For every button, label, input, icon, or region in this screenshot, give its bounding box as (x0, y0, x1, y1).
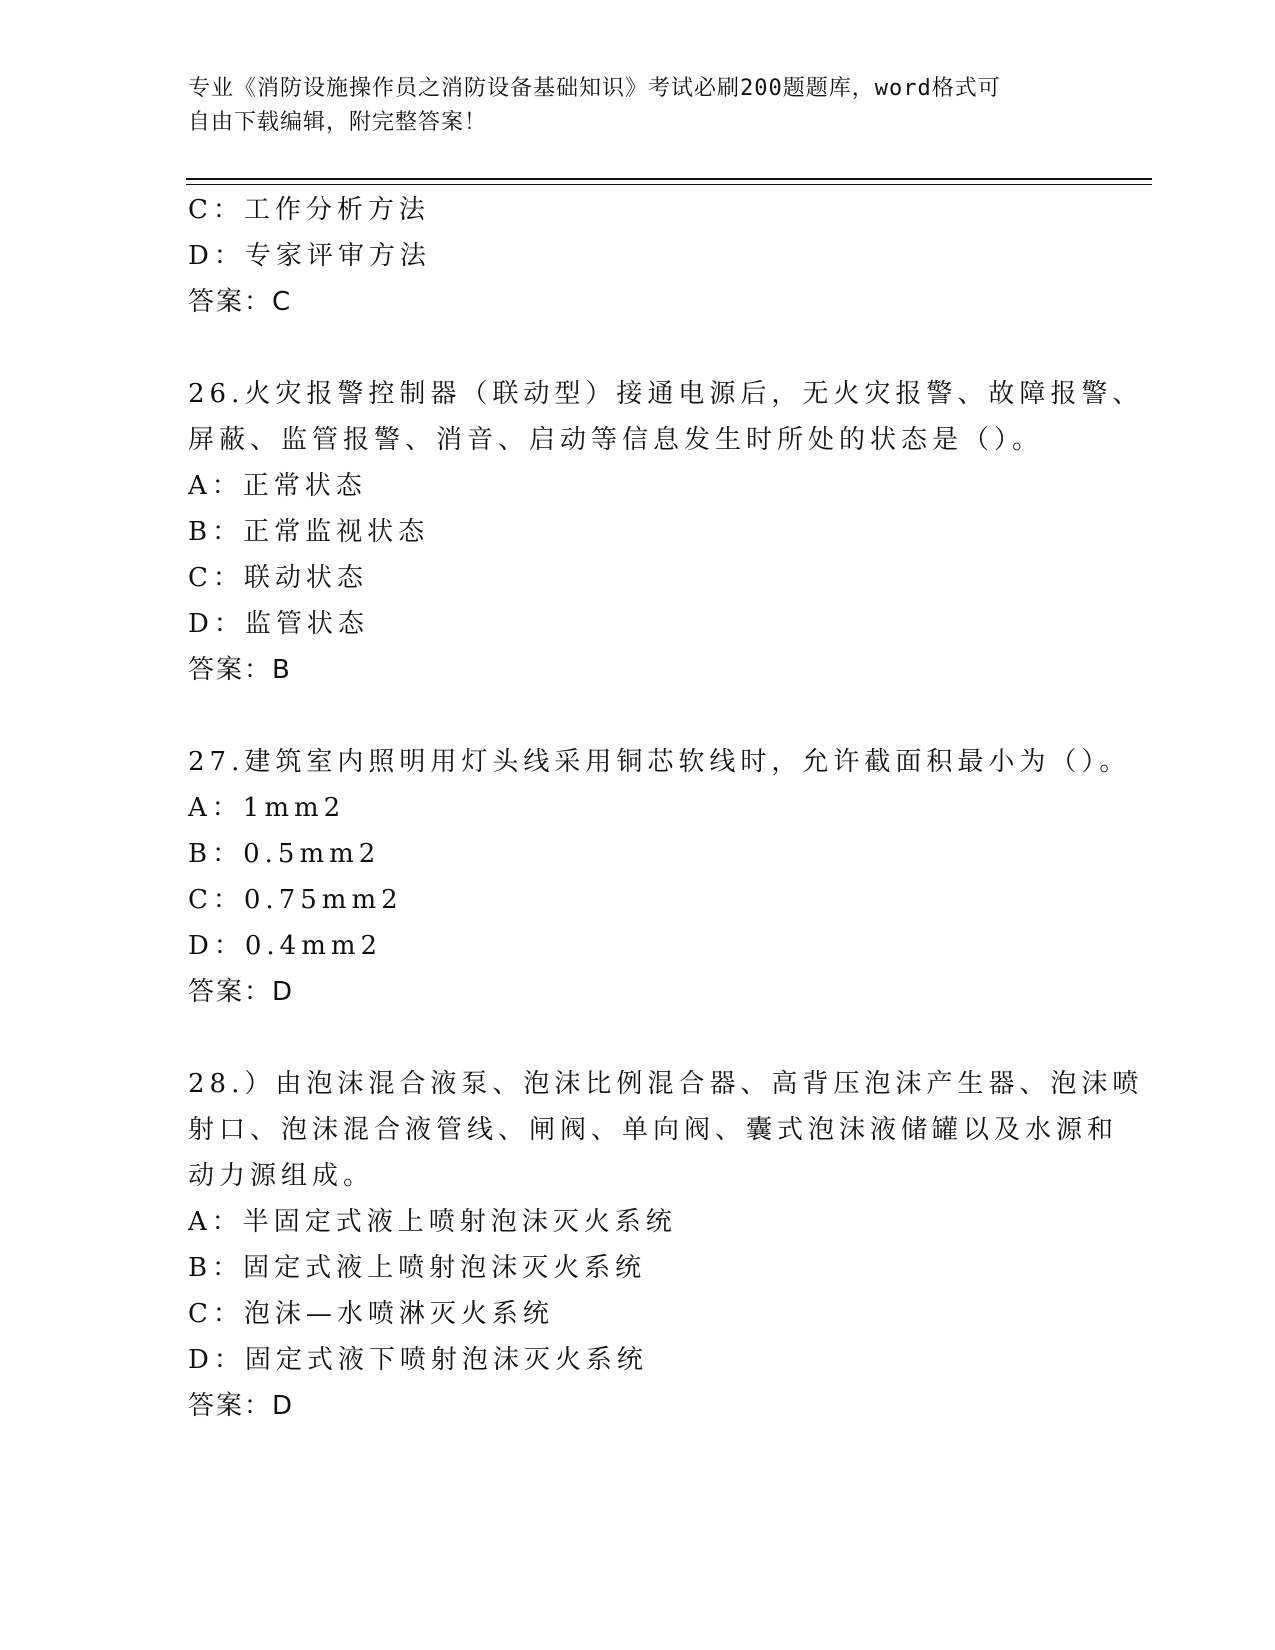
question-text-line: 屏蔽、监管报警、消音、启动等信息发生时所处的状态是（）。 (188, 425, 1044, 455)
answer-label: 答案：B (188, 655, 292, 685)
question-25-tail (188, 187, 1088, 325)
question-26 (188, 371, 1144, 693)
option-b: B：正常监视状态 (188, 517, 430, 547)
spacer (188, 693, 1088, 739)
answer-label: 答案：D (188, 977, 295, 1007)
option-a: A：正常状态 (188, 471, 367, 501)
option-d: D：专家评审方法 (188, 241, 431, 271)
question-text-line: 26.火灾报警控制器（联动型）接通电源后，无火灾报警、故障报警、 (188, 379, 1144, 409)
header-divider-thick (186, 178, 1152, 180)
option-c: C：0.75mm2 (188, 885, 403, 915)
question-text-line: 射口、泡沫混合液管线、闸阀、单向阀、囊式泡沫液储罐以及水源和 (188, 1115, 1119, 1145)
option-c: C：泡沫—水喷淋灭火系统 (188, 1299, 554, 1329)
question-text-line: 28.）由泡沫混合液泵、泡沫比例混合器、高背压泡沫产生器、泡沫喷 (188, 1069, 1144, 1099)
option-a: A：半固定式液上喷射泡沫灭火系统 (188, 1207, 677, 1237)
header-line-1: 专业《消防设施操作员之消防设备基础知识》考试必刷200题题库，word格式可 (188, 76, 1001, 101)
option-a: A：1mm2 (188, 793, 346, 823)
option-c: C：联动状态 (188, 563, 368, 593)
option-d: D：固定式液下喷射泡沫灭火系统 (188, 1345, 648, 1375)
question-27 (188, 739, 1131, 1015)
answer-label: 答案：C (188, 287, 293, 317)
document-header (188, 72, 1068, 140)
header-line-2: 自由下载编辑，附完整答案！ (188, 110, 488, 135)
option-b: B：固定式液上喷射泡沫灭火系统 (188, 1253, 647, 1283)
question-text-line: 动力源组成。 (188, 1161, 375, 1191)
option-d: D：0.4mm2 (188, 931, 383, 961)
spacer (188, 325, 1088, 371)
option-d: D：监管状态 (188, 609, 369, 639)
answer-label: 答案：D (188, 1391, 295, 1421)
option-b: B：0.5mm2 (188, 839, 381, 869)
question-list (188, 187, 1144, 1429)
header-divider-thin (186, 184, 1152, 185)
option-c: C：工作分析方法 (188, 195, 430, 225)
question-28 (188, 1061, 1144, 1429)
question-text-line: 27.建筑室内照明用灯头线采用铜芯软线时，允许截面积最小为（）。 (188, 747, 1131, 777)
spacer (188, 1015, 1088, 1061)
